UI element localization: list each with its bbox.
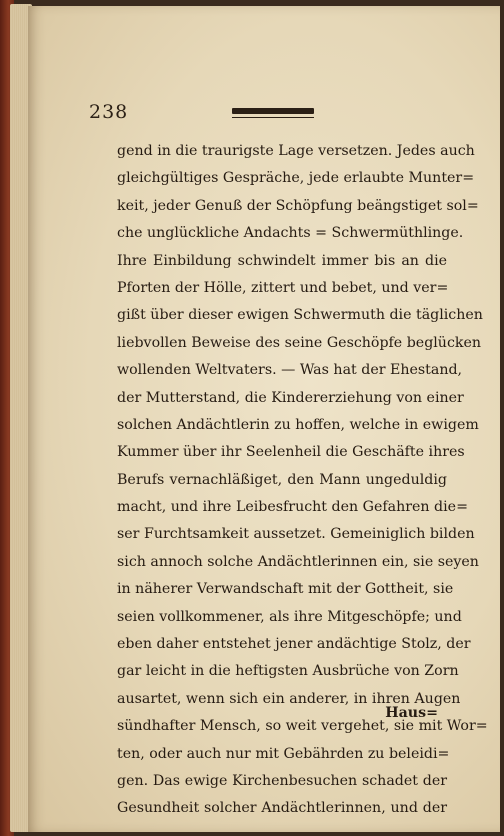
text-line: solchen Andächtlerin zu hoffen, welche in ewigem	[117, 416, 479, 433]
text-line: ser Furchtsamkeit aussetzet. Gemeiniglich bilden	[117, 526, 475, 543]
text-line: ausartet, wenn sich ein anderer, in ihren Augen	[117, 690, 461, 707]
text-line: liebvollen Beweise des seine Geschöpfe beglücken	[117, 334, 482, 351]
header-rule	[232, 108, 314, 114]
text-line: seien vollkommener, als ihre Mitgeschöpfe; und	[117, 608, 462, 625]
text-line: gend in die traurigste Lage versetzen. Jedes auch	[117, 143, 475, 159]
text-line: Ihre Einbildung schwindelt immer bis an die	[117, 252, 447, 269]
text-line: wollenden Weltvaters. — Was hat der Ehestand,	[117, 362, 463, 379]
text-line: ten, oder auch nur mit Gebährden zu beleidi=	[117, 745, 450, 762]
text-line: gleichgültiges Gespräche, jede erlaubte Munter=	[117, 170, 475, 187]
text-line: Gesundheit solcher Andächtlerinnen, und der	[117, 800, 447, 817]
page-number: 238	[89, 101, 129, 123]
text-line: der Mutterstand, die Kindererziehung von einer	[117, 389, 464, 406]
text-line: Pforten der Hölle, zittert und bebet, und ver=	[117, 279, 449, 296]
text-line: gar leicht in die heftigsten Ausbrüche von Zorn	[117, 663, 459, 680]
text-line: macht, und ihre Leibesfrucht den Gefahren die=	[117, 499, 468, 516]
catchword: Haus=	[385, 705, 438, 721]
text-line: sich annoch solche Andächtlerinnen ein, sie seyen	[117, 553, 479, 570]
text-line: keit, jeder Genuß der Schöpfung beängstiget sol=	[117, 197, 479, 214]
text-line: Berufs vernachläßiget, den Mann ungeduldig	[117, 471, 447, 488]
text-line: sündhafter Mensch, so weit vergehet, sie mit Wor=	[117, 718, 488, 735]
text-line: gen. Das ewige Kirchenbesuchen schadet der	[117, 772, 447, 789]
text-line: eben daher entstehet jener andächtige Stolz, der	[117, 636, 471, 653]
text-line: gißt über dieser ewigen Schwermuth die täglichen	[117, 307, 483, 324]
text-line: Kummer über ihr Seelenheil die Geschäfte ihres	[117, 444, 465, 461]
text-line: in näherer Verwandschaft mit der Gottheit, sie	[117, 581, 454, 598]
text-line: che unglückliche Andachts = Schwermüthlinge.	[117, 225, 464, 242]
